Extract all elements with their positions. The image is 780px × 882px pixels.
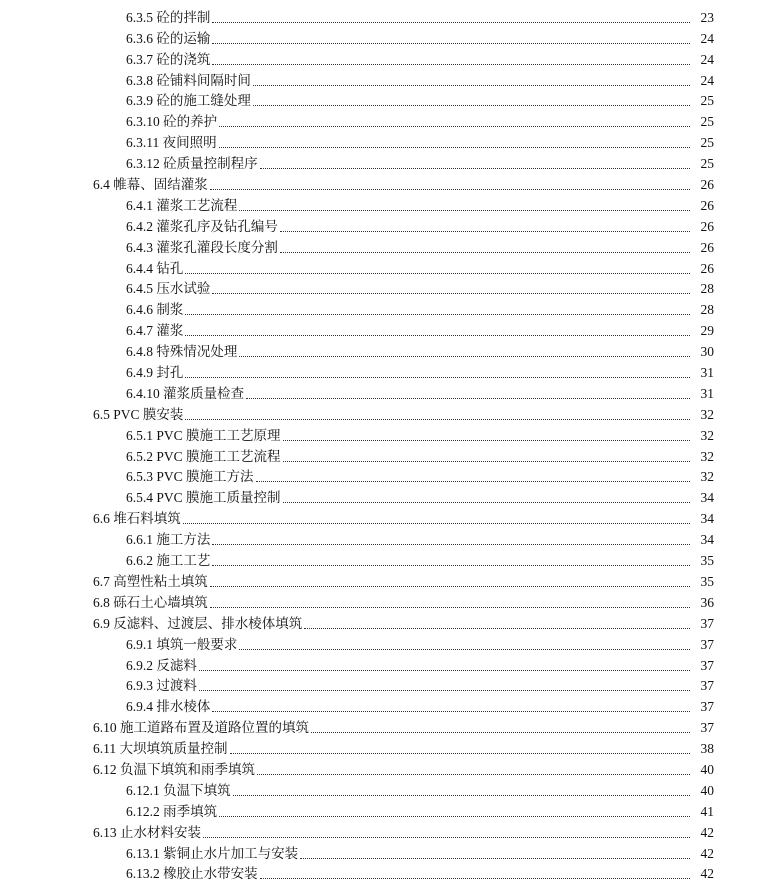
toc-entry-title: 6.9.3 过渡料 [126,678,197,694]
toc-entry[interactable] [0,674,780,695]
toc-entry-page-number: 38 [700,741,714,757]
toc-entry-page-number: 35 [700,573,714,589]
toc-entry-title: 6.13.2 橡胶止水带安装 [126,866,258,882]
toc-entry[interactable] [0,799,780,820]
dot-leader [212,711,690,712]
toc-entry[interactable] [0,89,780,110]
toc-entry-title: 6.6.2 施工工艺 [126,553,211,569]
toc-entry-title: 6.4.1 灌浆工艺流程 [126,197,238,213]
toc-entry-title: 6.3.10 砼的养护 [126,114,218,130]
toc-entry-page-number: 32 [700,406,714,422]
dot-leader [219,816,690,817]
toc-entry-page-number: 37 [700,636,714,652]
toc-entry-page-number: 34 [700,490,714,506]
dot-leader [239,210,690,211]
toc-entry[interactable] [0,757,780,778]
toc-entry-title: 6.4.8 特殊情况处理 [126,344,238,360]
toc-entry-title: 6.4.7 灌浆 [126,323,184,339]
toc-entry-page-number: 24 [700,72,714,88]
dot-leader [253,85,690,86]
toc-entry-page-number: 26 [700,218,714,234]
dot-leader [219,147,690,148]
toc-entry-page-number: 37 [700,615,714,631]
toc-entry-page-number: 37 [700,720,714,736]
dot-leader [253,105,690,106]
toc-entry-page-number: 42 [700,845,714,861]
dot-leader [230,753,691,754]
toc-entry-page-number: 26 [700,177,714,193]
toc-entry[interactable] [0,47,780,68]
dot-leader [185,419,690,420]
toc-entry-title: 6.3.6 砼的运输 [126,30,211,46]
toc-entry-page-number: 29 [700,323,714,339]
toc-entry-page-number: 30 [700,344,714,360]
toc-entry-page-number: 28 [700,302,714,318]
dot-leader [185,335,690,336]
dot-leader [260,168,690,169]
toc-entry[interactable] [0,130,780,151]
toc-entry-page-number: 37 [700,678,714,694]
toc-entry-title: 6.10 施工道路布置及道路位置的填筑 [93,720,309,736]
toc-entry-title: 6.9.2 反滤料 [126,657,197,673]
toc-entry[interactable] [0,506,780,527]
toc-entry-page-number: 32 [700,427,714,443]
dot-leader [212,293,690,294]
toc-entry[interactable] [0,841,780,862]
toc-entry-title: 6.12.2 雨季填筑 [126,803,218,819]
toc-entry-title: 6.6.1 施工方法 [126,532,211,548]
dot-leader [257,774,690,775]
toc-entry[interactable] [0,339,780,360]
toc-entry-page-number: 26 [700,260,714,276]
toc-entry-title: 6.4.4 钻孔 [126,260,184,276]
toc-entry[interactable] [0,151,780,172]
toc-entry[interactable] [0,26,780,47]
toc-entry-title: 6.3.12 砼质量控制程序 [126,156,258,172]
toc-entry[interactable] [0,381,780,402]
toc-entry-page-number: 23 [700,9,714,25]
toc-entry-title: 6.9.1 填筑一般要求 [126,636,238,652]
toc-entry-page-number: 40 [700,761,714,777]
toc-entry-title: 6.13.1 紫铜止水片加工与安装 [126,845,299,861]
toc-entry[interactable] [0,485,780,506]
toc-entry-title: 6.4.2 灌浆孔序及钻孔编号 [126,218,278,234]
dot-leader [185,377,690,378]
toc-entry[interactable] [0,527,780,548]
toc-entry-title: 6.7 高塑性粘土填筑 [93,573,208,589]
toc-entry-title: 6.3.9 砼的施工缝处理 [126,93,251,109]
toc-entry-page-number: 24 [700,51,714,67]
dot-leader [212,544,690,545]
toc-entry[interactable] [0,68,780,89]
dot-leader [203,837,690,838]
toc-entry-page-number: 31 [700,385,714,401]
dot-leader [210,586,690,587]
toc-entry[interactable] [0,402,780,423]
toc-entry[interactable] [0,109,780,130]
dot-leader [212,64,690,65]
dot-leader [185,273,690,274]
dot-leader [185,314,690,315]
toc-entry-page-number: 32 [700,448,714,464]
dot-leader [283,440,690,441]
toc-entry-title: 6.6 堆石料填筑 [93,511,181,527]
toc-entry-page-number: 41 [700,803,714,819]
dot-leader [212,22,690,23]
toc-entry-page-number: 42 [700,866,714,882]
toc-entry[interactable] [0,548,780,569]
toc-entry-title: 6.12 负温下填筑和雨季填筑 [93,761,255,777]
toc-entry[interactable] [0,256,780,277]
dot-leader [183,523,690,524]
toc-entry[interactable] [0,611,780,632]
toc-entry-page-number: 42 [700,824,714,840]
toc-entry-page-number: 26 [700,197,714,213]
toc-entry[interactable] [0,214,780,235]
dot-leader [199,670,690,671]
toc-entry[interactable] [0,423,780,444]
dot-leader [239,649,690,650]
toc-entry-page-number: 40 [700,782,714,798]
toc-entry[interactable] [0,297,780,318]
table-of-contents [0,5,780,882]
toc-entry-title: 6.4.6 制浆 [126,302,184,318]
toc-entry-page-number: 24 [700,30,714,46]
toc-entry[interactable] [0,172,780,193]
toc-entry-title: 6.5 PVC 膜安装 [93,406,184,422]
toc-entry-title: 6.4.3 灌浆孔灌段长度分割 [126,239,278,255]
toc-entry[interactable] [0,277,780,298]
toc-entry-title: 6.3.8 砼铺料间隔时间 [126,72,251,88]
toc-entry-title: 6.3.7 砼的浇筑 [126,51,211,67]
toc-entry[interactable] [0,862,780,882]
toc-entry-title: 6.12.1 负温下填筑 [126,782,231,798]
toc-entry-page-number: 25 [700,135,714,151]
dot-leader [219,126,690,127]
toc-entry[interactable] [0,318,780,339]
dot-leader [280,231,690,232]
toc-entry-title: 6.11 大坝填筑质量控制 [93,741,228,757]
toc-entry-title: 6.4.10 灌浆质量检查 [126,385,245,401]
toc-entry-page-number: 37 [700,699,714,715]
toc-entry-page-number: 36 [700,594,714,610]
toc-entry-title: 6.4.5 压水试验 [126,281,211,297]
toc-entry-title: 6.5.2 PVC 膜施工工艺流程 [126,448,281,464]
toc-entry[interactable] [0,778,780,799]
toc-entry-title: 6.3.11 夜间照明 [126,135,217,151]
toc-entry-title: 6.9.4 排水棱体 [126,699,211,715]
toc-entry-page-number: 25 [700,156,714,172]
toc-entry-page-number: 28 [700,281,714,297]
toc-entry-title: 6.4.9 封孔 [126,365,184,381]
dot-leader [304,628,690,629]
toc-entry-title: 6.9 反滤料、过渡层、排水棱体填筑 [93,615,303,631]
dot-leader [199,690,690,691]
dot-leader [233,795,690,796]
dot-leader [283,461,690,462]
toc-entry[interactable] [0,632,780,653]
toc-entry-title: 6.3.5 砼的拌制 [126,9,211,25]
dot-leader [283,502,690,503]
dot-leader [300,858,690,859]
toc-entry-page-number: 25 [700,93,714,109]
toc-entry[interactable] [0,360,780,381]
toc-entry-title: 6.8 砾石土心墙填筑 [93,594,208,610]
dot-leader [239,356,690,357]
toc-entry-page-number: 35 [700,553,714,569]
toc-entry-page-number: 34 [700,532,714,548]
dot-leader [212,565,690,566]
toc-entry-page-number: 31 [700,365,714,381]
dot-leader [260,878,690,879]
toc-entry-page-number: 25 [700,114,714,130]
toc-entry[interactable] [0,235,780,256]
toc-entry-title: 6.5.1 PVC 膜施工工艺原理 [126,427,281,443]
toc-entry-page-number: 34 [700,511,714,527]
toc-entry[interactable] [0,653,780,674]
toc-entry[interactable] [0,5,780,26]
dot-leader [210,607,690,608]
toc-entry-page-number: 26 [700,239,714,255]
toc-entry[interactable] [0,694,780,715]
toc-entry-title: 6.5.4 PVC 膜施工质量控制 [126,490,281,506]
toc-entry[interactable] [0,569,780,590]
dot-leader [280,252,690,253]
toc-entry[interactable] [0,193,780,214]
toc-entry-title: 6.13 止水材料安装 [93,824,201,840]
dot-leader [212,43,690,44]
toc-entry[interactable] [0,715,780,736]
toc-entry[interactable] [0,736,780,757]
toc-entry[interactable] [0,590,780,611]
toc-entry-page-number: 37 [700,657,714,673]
dot-leader [256,481,690,482]
dot-leader [246,398,690,399]
toc-entry[interactable] [0,444,780,465]
toc-entry-title: 6.5.3 PVC 膜施工方法 [126,469,254,485]
toc-entry[interactable] [0,820,780,841]
dot-leader [311,732,690,733]
toc-entry-page-number: 32 [700,469,714,485]
toc-entry[interactable] [0,465,780,486]
toc-entry-title: 6.4 帷幕、固结灌浆 [93,177,208,193]
dot-leader [210,189,690,190]
